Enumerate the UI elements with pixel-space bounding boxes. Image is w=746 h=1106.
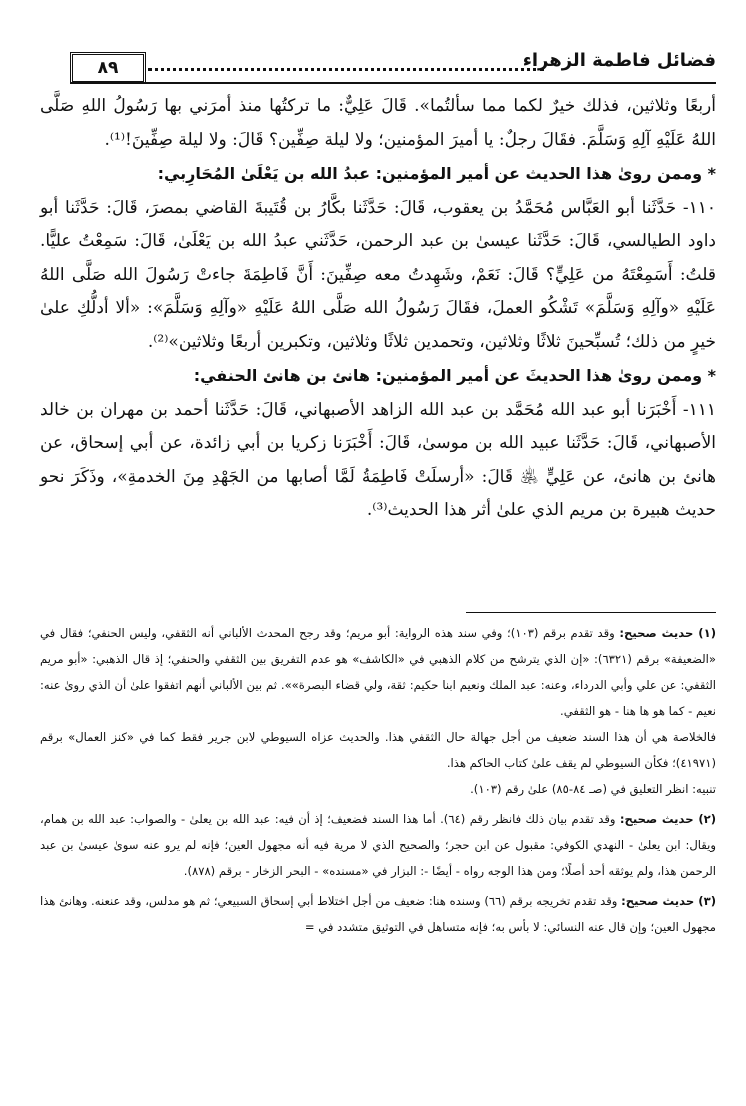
page-number-box	[70, 52, 146, 84]
page-number: ٨٩	[97, 58, 119, 78]
main-text	[40, 90, 716, 528]
hadith-110: ١١٠- حَدَّثَنا أبو العَبَّاس مُحَمَّدُ بن يعقوب، قَالَ: حَدَّثَنا بكَّارُ بن قُتَيبةَ القاضي بمصرَ، قَالَ: حَدَّثَنا أبو داود الطيالسي، قَالَ: حَدَّثَنا عيسىٰ بن عبد الرحمن، حَدَّثَني عبدُ الله بن يَعْلَىٰ، قَالَ: سَمِعْتُ عليًّا. قلتُ: أَسَمِعْتَهُ من عَلِيٍّ؟ قَالَ: نَعَمْ، وشَهِدتُ معه صِفِّينَ: أَنَّ فَاطِمَةَ جاءتْ رَسُولَ الله صَلَّى اللهُ عَلَيْهِ «وآلِهِ وَسَلَّمَ» تَشْكُو العملَ، فقَالَ رَسُولُ الله صَلَّى اللهُ عَلَيْهِ «وآلِهِ وَسَلَّمَ»: «ألا أدلُّكِ علىٰ خيرٍ من ذلك؛ تُسبِّحينَ ثلاثًا وثلاثين، وتحمدين ثلاثًا وثلاثين، وتكبرين أربعًا وثلاثين»⁽²⁾.	[40, 197, 716, 352]
book-title: فضائل فاطمة الزهراء	[522, 50, 716, 71]
heading-text: * وممن روىٰ هذا الحديث عن أمير المؤمنين: عبدُ الله بن يَعْلَىٰ المُحَارِبي:	[157, 164, 716, 183]
footnote-text: وقد تقدم برقم (١٠٣)؛ وفي سند هذه الرواية: أبو مريم؛ وقد رجح المحدث الألباني أنه الثقفي، وليس الحنفي؛ فقال في «الضعيفة» برقم (٦٣٢١): «إن الذي يترشح من كلام الذهبي في «الكاشف» هو عدم التفريق بين الثقفي والحنفي؛ إذ قال الذهبي: «أبو مريم الثقفي: عن علي وأبي الدرداء، وعنه: عبد الملك ونعيم ابنا حكيم: ثقة، ولي قضاء البصرة»». ثم بين الألباني أنهم اتفقوا علىٰ أن الذي روىٰ عنه: نعيم - كما هو ها هنا - هو الثقفي.	[40, 626, 716, 718]
footnotes	[40, 620, 716, 940]
footnote-3	[40, 888, 716, 940]
footnote-label: (١) حديث صحيح:	[619, 626, 716, 640]
heading-text: * وممن روىٰ هذا الحديثَ عن أمير المؤمنين: هانئ بن هانئ الحنفي:	[193, 366, 716, 385]
footnote-separator	[466, 612, 716, 613]
footnote-text: وقد تقدم بيان ذلك فانظر رقم (٦٤). أما هذا السند فضعيف؛ إذ أن فيه: عبد الله بن يعلىٰ - والصواب: عبد الله بن همام، ويقال: ابن يعلىٰ - النهدي الكوفي: مقبول عن ابن حجر؛ والصحيح الذي لا مرية فيه أنه مجهول العين؛ فإنه لم يرو عنه سوىٰ عيسىٰ بن عبد الرحمن هذا، ولم يوثقه أحد أصلًا؛ ومن هذا الوجه رواه - أيضًا -: البزار في «مسنده» - البحر الزخار - برقم (٨٧٨).	[40, 812, 716, 878]
hadith-111: ١١١- أَخْبَرَنا أبو عبد الله مُحَمَّد بن عبد الله الزاهد الأصبهاني، قَالَ: حَدَّثَنا أحمد بن مهران بن خالد الأصبهاني، قَالَ: حَدَّثَنا عبيد الله بن موسىٰ، قَالَ: أَخْبَرَنا زكريا بن أبي زائدة، عن أبي إسحاق، عن هانئ بن هانئ، عن عَلِيٍّ ﵁ قَالَ: «أرسلَتْ فَاطِمَةُ لَمَّا أصابها من الجَهْدِ مِنَ الخدمةِ»، وذَكَرَ نحو حديث هبيرة بن مريم الذي علىٰ أثر هذا الحديث⁽³⁾.	[40, 399, 716, 520]
footnote-1-conclusion: فالخلاصة هي أن هذا السند ضعيف من أجل جهالة حال الثقفي هذا. والحديث عزاه السيوطي لابن جرير فقط كما في «كنز العمال» برقم (٤١٩٧١)؛ فكأن السيوطي لم يقف علىٰ كتاب الحاكم هذا.	[40, 730, 716, 770]
paragraph-continuation: أربعًا وثلاثين، فذلك خيرٌ لكما مما سألتُما». قَالَ عَلِيٌّ: ما تركتُها منذ أمرَني بها رَسُولُ اللهِ صَلَّى اللهُ عَلَيْهِ آلِهِ وَسَلَّمَ. فقَالَ رجلٌ: يا أميرَ المؤمنين؛ ولا ليلة صِفِّين؟ قَالَ: ولا ليلة صِفِّينَ!⁽¹⁾.	[40, 96, 716, 150]
header-dotted-line	[148, 68, 544, 71]
header-rule	[70, 82, 716, 84]
footnote-label: (٣) حديث صحيح:	[621, 894, 716, 908]
section-heading-hani	[40, 359, 716, 394]
footnote-1	[40, 620, 716, 724]
section-heading-abdullah	[40, 157, 716, 192]
running-header	[40, 44, 716, 84]
footnote-label: (٢) حديث صحيح:	[619, 812, 717, 826]
footnote-1-note: تنبيه: انظر التعليق في (صـ ٨٤-٨٥) علىٰ رقم (١٠٣).	[470, 782, 716, 796]
footnote-2	[40, 806, 716, 884]
footnote-text: وقد تقدم تخريجه برقم (٦٦) وسنده هنا: ضعيف من أجل اختلاط أبي إسحاق السبيعي؛ ثم هو مدلس، وقد عنعنه. وهانئ هذا مجهول العين؛ وإن قال عنه النسائي: لا بأس به؛ فإنه متساهل في التوثيق متشدد في =	[40, 894, 716, 934]
